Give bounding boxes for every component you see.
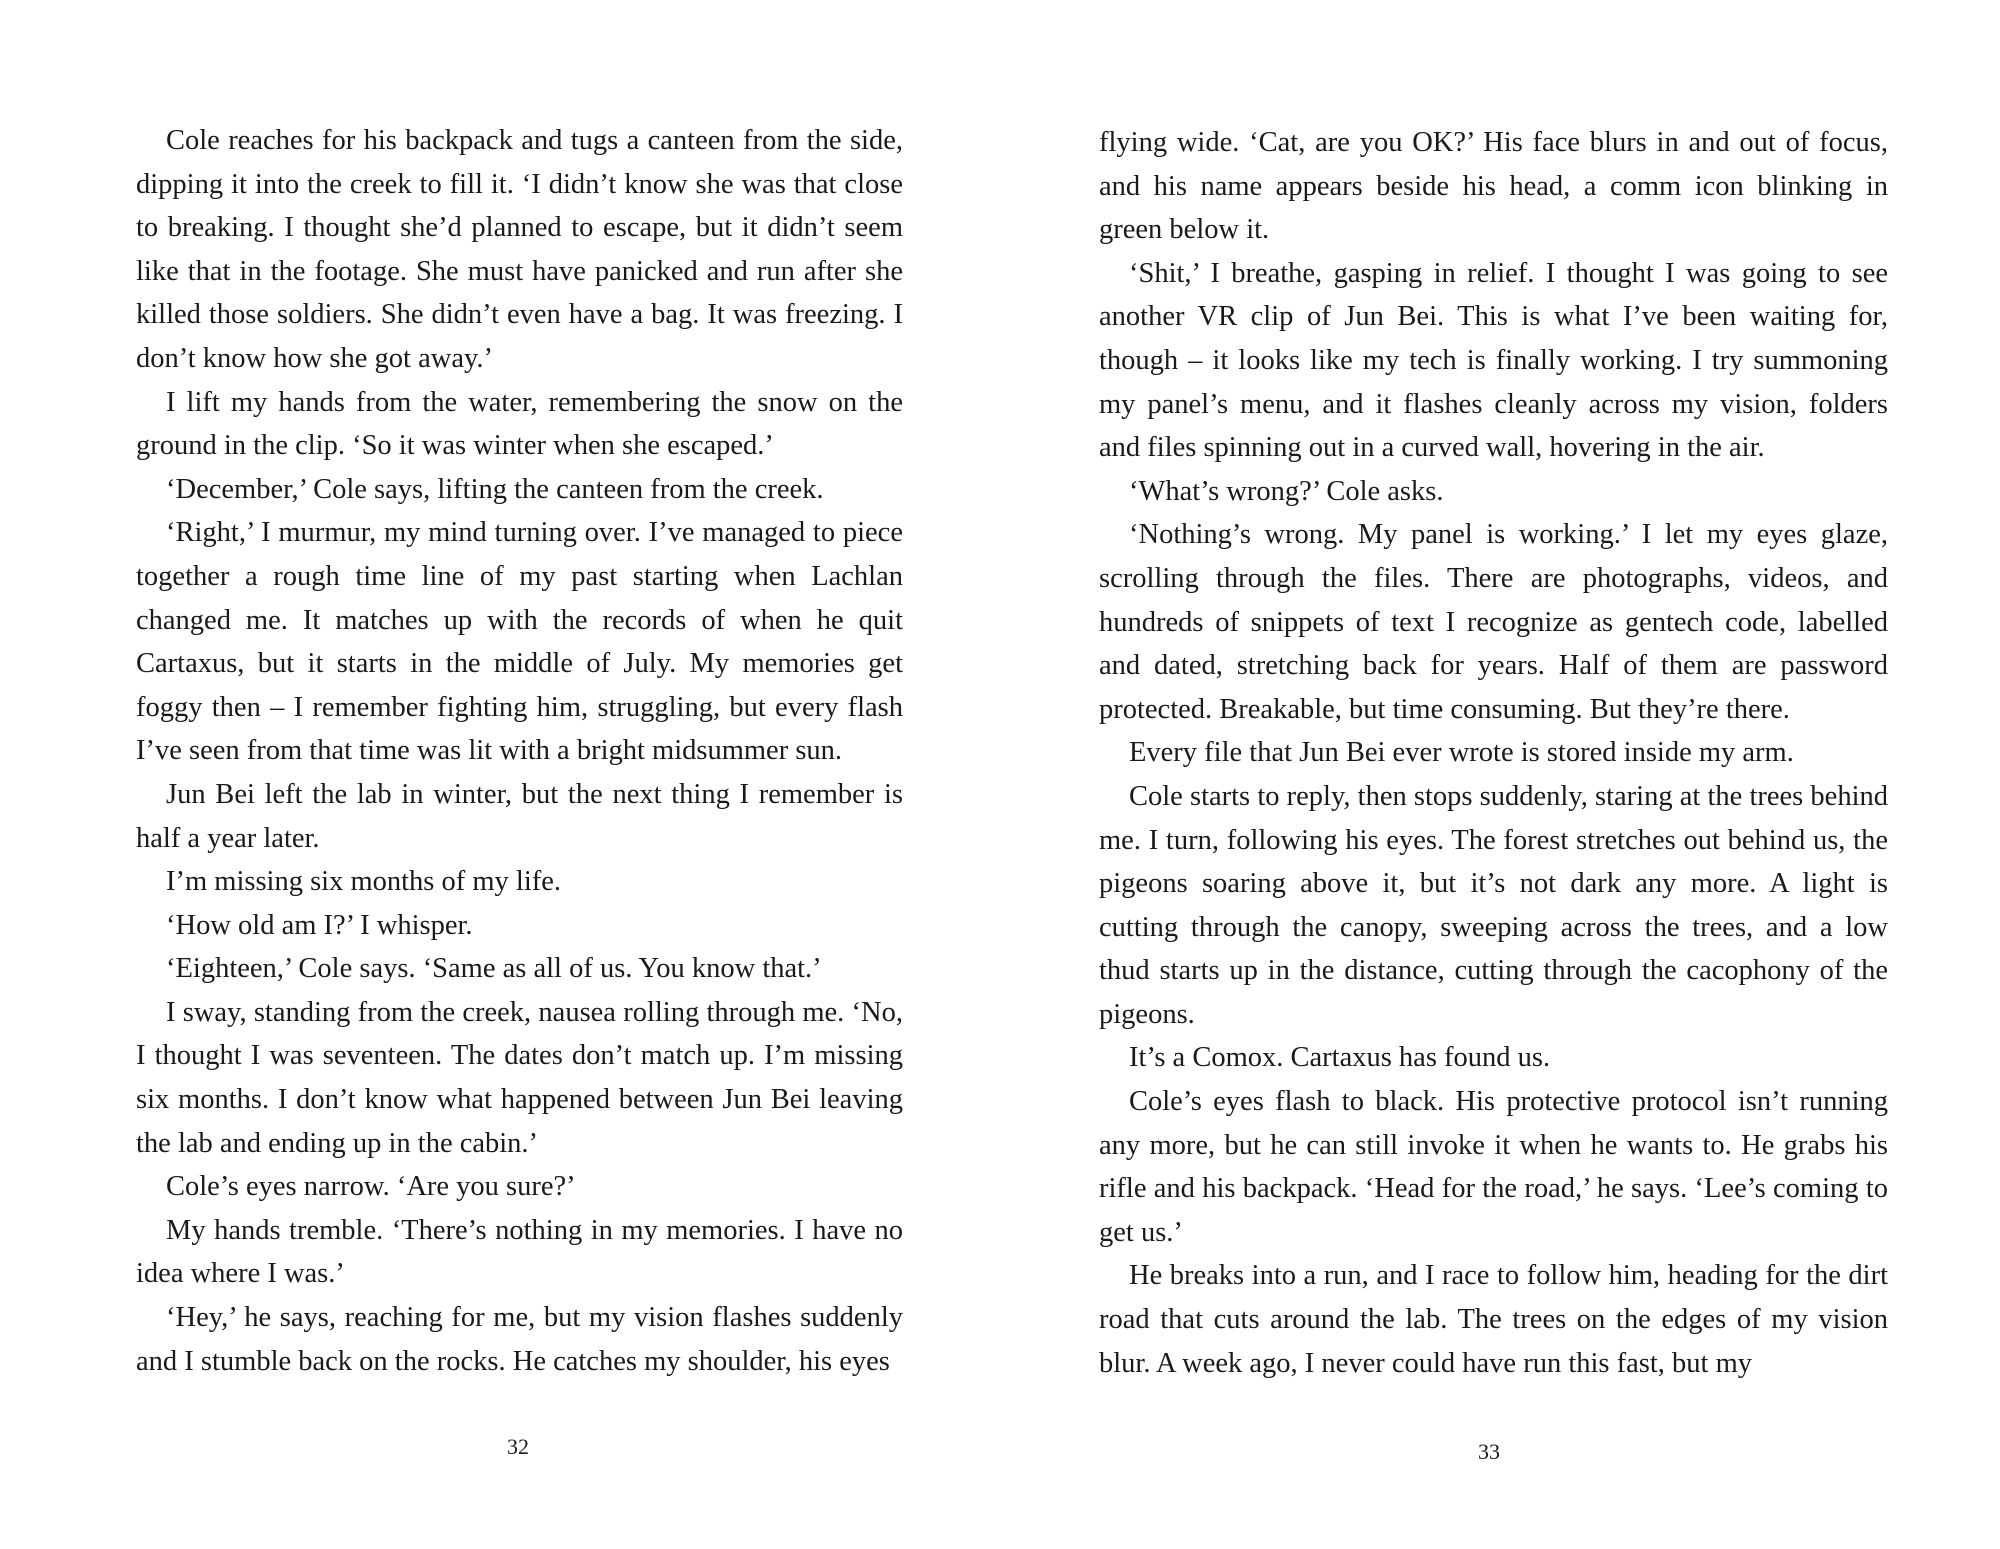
paragraph: He breaks into a run, and I race to follow him, heading for the dirt road that cuts around the lab. The trees on the edges of my vision blur. A week ago, I never could have run this fast, but my bbox=[1099, 1260, 1888, 1379]
left-page-text bbox=[136, 119, 903, 1383]
paragraph: Cole’s eyes flash to black. His protective protocol isn’t running any more, but he can still invoke it when he wants to. He grabs his rifle and his backpack. ‘Head for the road,’ he says. ‘Lee’s coming to get us.’ bbox=[1099, 1086, 1888, 1248]
paragraph: ‘How old am I?’ I whisper. bbox=[166, 909, 473, 941]
paragraph: I sway, standing from the creek, nausea rolling through me. ‘No, I thought I was seventeen. The dates don’t match up. I’m missing six months. I don’t know what happened between Jun Bei leaving the lab and ending up in the cabin.’ bbox=[136, 996, 903, 1159]
paragraph: It’s a Comox. Cartaxus has found us. bbox=[1129, 1042, 1551, 1074]
paragraph: ‘Eighteen,’ Cole says. ‘Same as all of us. You know that.’ bbox=[166, 953, 822, 985]
paragraph: My hands tremble. ‘There’s nothing in my memories. I have no idea where I was.’ bbox=[136, 1214, 903, 1290]
paragraph: ‘December,’ Cole says, lifting the canteen from the creek. bbox=[166, 473, 824, 505]
paragraph: Every file that Jun Bei ever wrote is stored inside my arm. bbox=[1129, 737, 1794, 769]
page-number-right: 33 bbox=[1478, 1439, 1500, 1464]
paragraph: ‘What’s wrong?’ Cole asks. bbox=[1129, 475, 1444, 507]
paragraph: Jun Bei left the lab in winter, but the next thing I remember is half a year later. bbox=[136, 778, 903, 854]
right-page bbox=[1000, 0, 2000, 1549]
paragraph: Cole’s eyes narrow. ‘Are you sure?’ bbox=[166, 1171, 576, 1203]
paragraph: I lift my hands from the water, remembering the snow on the ground in the clip. ‘So it was winter when she escaped.’ bbox=[136, 386, 903, 462]
page-number-left: 32 bbox=[507, 1434, 529, 1459]
paragraph: flying wide. ‘Cat, are you OK?’ His face blurs in and out of focus, and his name appears beside his head, a comm icon blinking in green below it. bbox=[1099, 127, 1888, 246]
paragraph: Cole starts to reply, then stops suddenly, staring at the trees behind me. I turn, following his eyes. The forest stretches out behind us, the pigeons soaring above it, but it’s not dark any more. A light is cutting through the canopy, sweeping across the trees, and a low thud starts up in the distance, cutting through the cacophony of the pigeons. bbox=[1099, 780, 1888, 1030]
paragraph: Cole reaches for his backpack and tugs a canteen from the side, dipping it into the creek to fill it. ‘I didn’t know she was that close to breaking. I thought she’d planned to escape, but it didn’t seem like that in the footage. She must have panicked and run after she killed those soldiers. She didn’t even have a bag. It was freezing. I don’t know how she got away.’ bbox=[136, 125, 903, 374]
paragraph: ‘Shit,’ I breathe, gasping in relief. I thought I was going to see another VR clip of Jun Bei. This is what I’ve been waiting for, though – it looks like my tech is finally working. I try summoning my panel’s menu, and it flashes cleanly across my vision, folders and files spinning out in a curved wall, hovering in the air. bbox=[1099, 257, 1888, 464]
paragraph: ‘Nothing’s wrong. My panel is working.’ I let my eyes glaze, scrolling through the files. There are photographs, videos, and hundreds of snippets of text I recognize as gentech code, labelled and dated, stretching back for years. Half of them are password protected. Breakable, but time consuming. But they’re there. bbox=[1099, 519, 1888, 725]
paragraph: ‘Hey,’ he says, reaching for me, but my vision flashes suddenly and I stumble back on the rocks. He catches my shoulder, his eyes bbox=[136, 1302, 903, 1377]
right-page-text bbox=[1099, 121, 1888, 1385]
paragraph: ‘Right,’ I murmur, my mind turning over. I’ve managed to piece together a rough time line of my past starting when Lachlan changed me. It matches up with the records of when he quit Cartaxus, but it starts in the middle of July. My memories get foggy then – I remember fighting him, struggling, but every flash I’ve seen from that time was lit with a bright midsummer sun. bbox=[136, 517, 903, 767]
paragraph: I’m missing six months of my life. bbox=[166, 866, 562, 898]
